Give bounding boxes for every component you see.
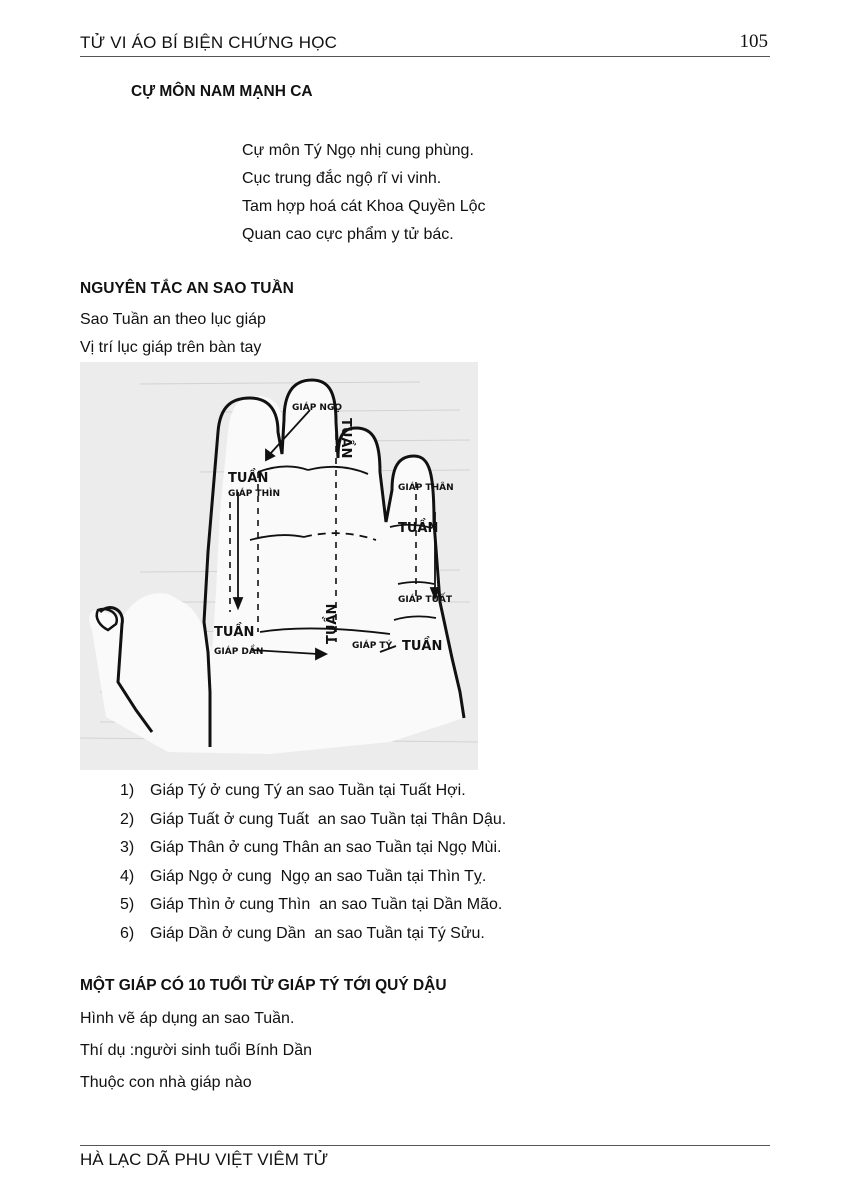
footer-text: HÀ LẠC DÃ PHU VIỆT VIÊM TỬ <box>80 1150 329 1169</box>
list-text: Giáp Dần ở cung Dần an sao Tuần tại Tý Sửu. <box>150 924 485 942</box>
label-tuan-dan: TUẦN <box>214 625 255 640</box>
label-giap-dan: GIÁP DẦN <box>214 647 264 657</box>
label-tuan-than: TUẦN <box>398 521 439 536</box>
label-giap-ty: GIÁP TÝ <box>352 641 393 651</box>
section-title-an-sao-tuan: NGUYÊN TẮC AN SAO TUẦN <box>80 280 294 297</box>
list-item <box>120 806 506 835</box>
outro-line: Hình vẽ áp dụng an sao Tuần. <box>80 1010 295 1027</box>
label-giap-than: GIÁP THÂN <box>398 483 454 493</box>
page-header <box>80 30 770 57</box>
outro-line: Thuộc con nhà giáp nào <box>80 1074 252 1091</box>
poem-line: Cục trung đắc ngộ rĩ vi vinh. <box>242 170 442 187</box>
poem <box>242 137 486 249</box>
hand-diagram-svg <box>80 362 478 770</box>
poem-line: Tam hợp hoá cát Khoa Quyền Lộc <box>242 198 486 215</box>
hand-diagram <box>80 362 478 770</box>
list-number: 5) <box>120 896 135 913</box>
list-text: Giáp Ngọ ở cung Ngọ an sao Tuần tại Thìn Tỵ. <box>150 867 487 885</box>
poem-line: Cự môn Tý Ngọ nhị cung phùng. <box>242 142 474 159</box>
list-item <box>120 891 506 920</box>
list-item <box>120 920 506 949</box>
header-title: TỬ VI ÁO BÍ BIỆN CHỨNG HỌC <box>80 33 338 52</box>
label-tuan-tuat: TUẦN <box>402 639 443 654</box>
list-item <box>120 777 506 806</box>
label-tuan-thin: TUẦN <box>228 471 269 486</box>
list-text: Giáp Thân ở cung Thân an sao Tuần tại Ngọ Mùi. <box>150 839 502 856</box>
intro-text <box>80 306 266 362</box>
intro-line: Vị trí lục giáp trên bàn tay <box>80 339 262 356</box>
list-item <box>120 834 506 863</box>
rules-list <box>120 777 506 948</box>
section-title-cu-mon: CỰ MÔN NAM MẠNH CA <box>131 83 313 100</box>
label-tuan-ty: TUẦN <box>325 603 340 644</box>
label-tuan-ngo: TUẦN <box>338 418 353 459</box>
list-text: Giáp Tuất ở cung Tuất an sao Tuần tại Thân Dậu. <box>150 810 507 828</box>
list-item <box>120 863 506 892</box>
label-giap-thin: GIÁP THÌN <box>228 489 280 499</box>
list-number: 2) <box>120 810 135 828</box>
list-number: 1) <box>120 782 135 799</box>
label-giap-tuat: GIÁP TUẤT <box>398 595 452 605</box>
list-number: 3) <box>120 839 135 856</box>
list-text: Giáp Tý ở cung Tý an sao Tuần tại Tuất Hợi. <box>150 782 466 799</box>
section-title-mot-giap: MỘT GIÁP CÓ 10 TUỔI TỪ GIÁP TÝ TỚI QUÝ DẬU <box>80 977 447 994</box>
outro-text <box>80 1003 312 1099</box>
label-giap-ngo: GIÁP NGỌ <box>292 403 343 413</box>
page-footer <box>80 1145 770 1170</box>
poem-line: Quan cao cực phẩm y tử bác. <box>242 226 454 243</box>
list-text: Giáp Thìn ở cung Thìn an sao Tuần tại Dần Mão. <box>150 896 503 913</box>
intro-line: Sao Tuần an theo lục giáp <box>80 311 266 328</box>
outro-line: Thí dụ :người sinh tuổi Bính Dần <box>80 1042 312 1059</box>
list-number: 4) <box>120 867 135 885</box>
list-number: 6) <box>120 924 135 942</box>
page-number: 105 <box>739 31 768 52</box>
